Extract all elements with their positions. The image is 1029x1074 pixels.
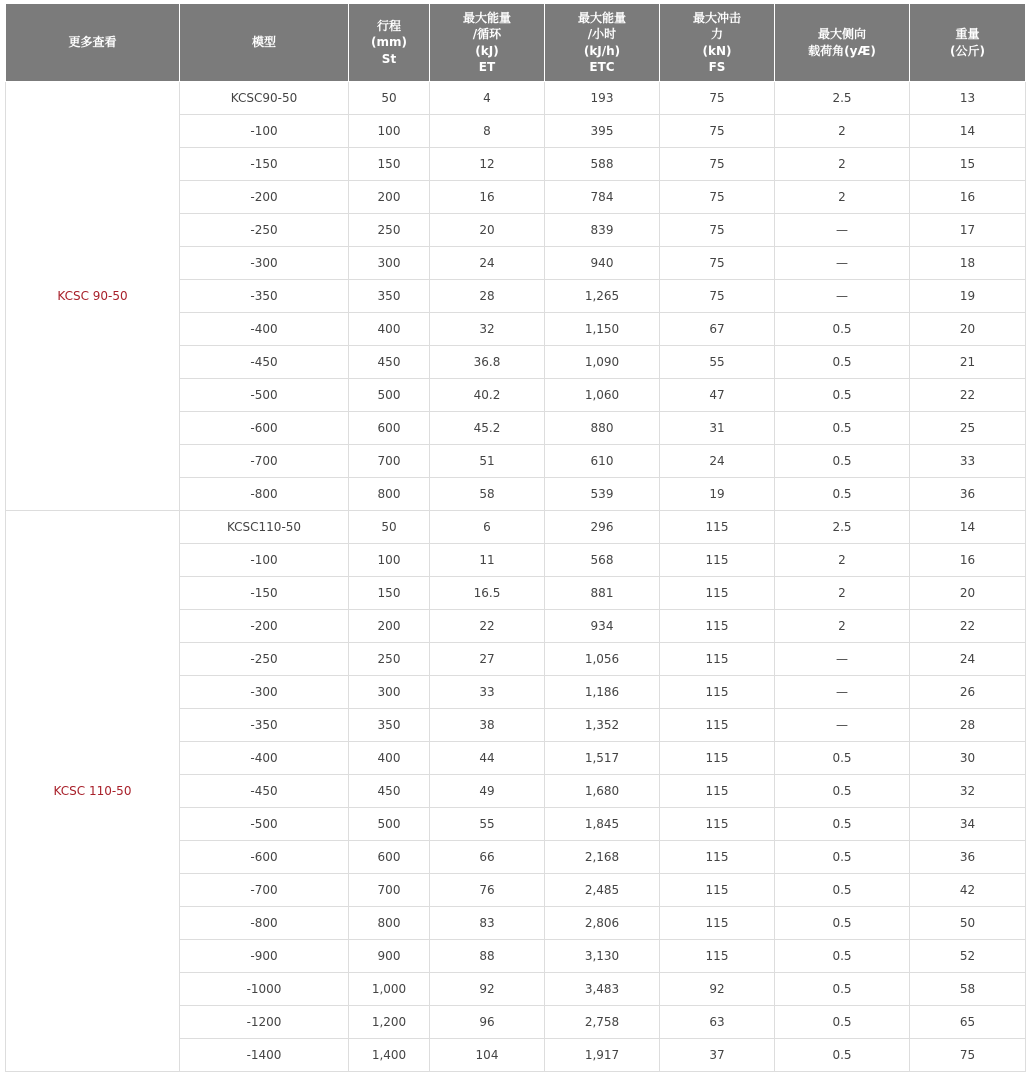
weight-cell: 17 [910, 214, 1026, 247]
weight-cell: 22 [910, 610, 1026, 643]
energy-cycle-cell: 44 [430, 742, 545, 775]
stroke-cell: 350 [349, 280, 430, 313]
energy-hour-cell: 193 [545, 82, 660, 115]
energy-cycle-cell: 20 [430, 214, 545, 247]
side-load-cell: 0.5 [775, 841, 910, 874]
weight-cell: 34 [910, 808, 1026, 841]
model-cell: -100 [180, 544, 349, 577]
header-line: 载荷角(yÆ) [808, 43, 876, 58]
energy-cycle-cell: 51 [430, 445, 545, 478]
energy-cycle-cell: 45.2 [430, 412, 545, 445]
impact-force-cell: 115 [660, 841, 775, 874]
energy-cycle-cell: 27 [430, 643, 545, 676]
side-load-cell: 0.5 [775, 1006, 910, 1039]
side-load-cell: 2 [775, 148, 910, 181]
energy-hour-cell: 1,917 [545, 1039, 660, 1072]
energy-hour-cell: 3,483 [545, 973, 660, 1006]
impact-force-cell: 75 [660, 82, 775, 115]
side-load-cell: 0.5 [775, 874, 910, 907]
energy-cycle-cell: 92 [430, 973, 545, 1006]
energy-cycle-cell: 16.5 [430, 577, 545, 610]
weight-cell: 20 [910, 577, 1026, 610]
weight-cell: 65 [910, 1006, 1026, 1039]
side-load-cell: 0.5 [775, 808, 910, 841]
energy-cycle-cell: 32 [430, 313, 545, 346]
impact-force-cell: 115 [660, 709, 775, 742]
header-line: 最大侧向 [817, 27, 866, 41]
header-line: 模型 [251, 35, 276, 50]
stroke-cell: 300 [349, 676, 430, 709]
side-load-cell: — [775, 247, 910, 280]
side-load-cell: — [775, 709, 910, 742]
energy-hour-cell: 588 [545, 148, 660, 181]
side-load-cell: 0.5 [775, 346, 910, 379]
energy-hour-cell: 2,806 [545, 907, 660, 940]
table-body [6, 82, 1026, 1072]
impact-force-cell: 47 [660, 379, 775, 412]
impact-force-cell: 31 [660, 412, 775, 445]
weight-cell: 14 [910, 115, 1026, 148]
energy-hour-cell: 1,265 [545, 280, 660, 313]
series-link[interactable]: KCSC 110-50 [6, 511, 180, 1072]
energy-cycle-cell: 22 [430, 610, 545, 643]
energy-hour-cell: 839 [545, 214, 660, 247]
impact-force-cell: 19 [660, 478, 775, 511]
energy-cycle-cell: 36.8 [430, 346, 545, 379]
energy-hour-cell: 1,090 [545, 346, 660, 379]
impact-force-cell: 75 [660, 280, 775, 313]
weight-cell: 58 [910, 973, 1026, 1006]
impact-force-cell: 63 [660, 1006, 775, 1039]
model-cell: -250 [180, 643, 349, 676]
stroke-cell: 200 [349, 181, 430, 214]
impact-force-cell: 55 [660, 346, 775, 379]
side-load-cell: 0.5 [775, 973, 910, 1006]
energy-hour-cell: 1,517 [545, 742, 660, 775]
header-line: ET [478, 60, 496, 74]
model-cell: -400 [180, 742, 349, 775]
energy-hour-cell: 940 [545, 247, 660, 280]
weight-cell: 24 [910, 643, 1026, 676]
header-line: (公斤) [950, 43, 985, 58]
impact-force-cell: 115 [660, 544, 775, 577]
stroke-cell: 450 [349, 346, 430, 379]
model-cell: -500 [180, 379, 349, 412]
weight-cell: 32 [910, 775, 1026, 808]
model-cell: -150 [180, 577, 349, 610]
header-line: FS [708, 60, 726, 74]
header-line: 重量 [955, 27, 980, 41]
model-cell: -1000 [180, 973, 349, 1006]
stroke-cell: 1,000 [349, 973, 430, 1006]
energy-cycle-cell: 12 [430, 148, 545, 181]
stroke-cell: 250 [349, 643, 430, 676]
stroke-cell: 100 [349, 115, 430, 148]
header-line: 力 [710, 27, 723, 41]
model-cell: -200 [180, 181, 349, 214]
energy-cycle-cell: 33 [430, 676, 545, 709]
weight-cell: 13 [910, 82, 1026, 115]
energy-cycle-cell: 55 [430, 808, 545, 841]
header-line: (mm) [371, 35, 407, 50]
side-load-cell: 2 [775, 181, 910, 214]
energy-hour-cell: 1,186 [545, 676, 660, 709]
header-stroke [349, 4, 430, 82]
energy-hour-cell: 3,130 [545, 940, 660, 973]
header-model [180, 4, 349, 82]
impact-force-cell: 115 [660, 775, 775, 808]
impact-force-cell: 115 [660, 907, 775, 940]
header-energy-per-cycle [430, 4, 545, 82]
weight-cell: 36 [910, 841, 1026, 874]
energy-hour-cell: 296 [545, 511, 660, 544]
model-cell: -200 [180, 610, 349, 643]
model-cell: -800 [180, 478, 349, 511]
side-load-cell: 0.5 [775, 313, 910, 346]
header-line: 最大能量 [462, 10, 511, 25]
weight-cell: 20 [910, 313, 1026, 346]
stroke-cell: 400 [349, 313, 430, 346]
energy-hour-cell: 1,056 [545, 643, 660, 676]
energy-hour-cell: 2,168 [545, 841, 660, 874]
stroke-cell: 800 [349, 478, 430, 511]
header-line: /循环 [472, 27, 502, 41]
energy-cycle-cell: 40.2 [430, 379, 545, 412]
model-cell: -350 [180, 709, 349, 742]
energy-cycle-cell: 66 [430, 841, 545, 874]
energy-cycle-cell: 8 [430, 115, 545, 148]
energy-hour-cell: 1,150 [545, 313, 660, 346]
side-load-cell: 0.5 [775, 907, 910, 940]
energy-hour-cell: 395 [545, 115, 660, 148]
header-row [6, 4, 1026, 82]
weight-cell: 16 [910, 544, 1026, 577]
weight-cell: 26 [910, 676, 1026, 709]
model-cell: KCSC110-50 [180, 511, 349, 544]
spec-table [5, 3, 1026, 1072]
side-load-cell: 2 [775, 544, 910, 577]
impact-force-cell: 75 [660, 148, 775, 181]
weight-cell: 28 [910, 709, 1026, 742]
header-line: 最大能量 [577, 10, 626, 25]
stroke-cell: 50 [349, 511, 430, 544]
side-load-cell: — [775, 643, 910, 676]
stroke-cell: 300 [349, 247, 430, 280]
table-row [6, 511, 1026, 544]
stroke-cell: 100 [349, 544, 430, 577]
energy-cycle-cell: 104 [430, 1039, 545, 1072]
energy-hour-cell: 784 [545, 181, 660, 214]
series-link[interactable]: KCSC 90-50 [6, 82, 180, 511]
side-load-cell: 0.5 [775, 478, 910, 511]
weight-cell: 52 [910, 940, 1026, 973]
weight-cell: 50 [910, 907, 1026, 940]
side-load-cell: 2 [775, 115, 910, 148]
energy-hour-cell: 1,845 [545, 808, 660, 841]
side-load-cell: 0.5 [775, 412, 910, 445]
energy-cycle-cell: 28 [430, 280, 545, 313]
stroke-cell: 1,200 [349, 1006, 430, 1039]
table-row [6, 82, 1026, 115]
impact-force-cell: 115 [660, 610, 775, 643]
model-cell: -100 [180, 115, 349, 148]
model-cell: -450 [180, 775, 349, 808]
stroke-cell: 50 [349, 82, 430, 115]
impact-force-cell: 115 [660, 643, 775, 676]
impact-force-cell: 115 [660, 676, 775, 709]
impact-force-cell: 37 [660, 1039, 775, 1072]
impact-force-cell: 75 [660, 181, 775, 214]
energy-hour-cell: 880 [545, 412, 660, 445]
model-cell: -150 [180, 148, 349, 181]
weight-cell: 30 [910, 742, 1026, 775]
weight-cell: 21 [910, 346, 1026, 379]
energy-hour-cell: 2,758 [545, 1006, 660, 1039]
energy-cycle-cell: 6 [430, 511, 545, 544]
impact-force-cell: 75 [660, 115, 775, 148]
energy-cycle-cell: 11 [430, 544, 545, 577]
impact-force-cell: 115 [660, 940, 775, 973]
header-weight [910, 4, 1026, 82]
side-load-cell: 0.5 [775, 1039, 910, 1072]
energy-hour-cell: 568 [545, 544, 660, 577]
weight-cell: 16 [910, 181, 1026, 214]
side-load-cell: — [775, 676, 910, 709]
weight-cell: 36 [910, 478, 1026, 511]
side-load-cell: 2.5 [775, 511, 910, 544]
energy-hour-cell: 881 [545, 577, 660, 610]
energy-cycle-cell: 4 [430, 82, 545, 115]
energy-cycle-cell: 38 [430, 709, 545, 742]
header-line: 最大冲击 [692, 10, 741, 25]
stroke-cell: 900 [349, 940, 430, 973]
model-cell: -250 [180, 214, 349, 247]
model-cell: -700 [180, 445, 349, 478]
model-cell: KCSC90-50 [180, 82, 349, 115]
stroke-cell: 700 [349, 874, 430, 907]
energy-cycle-cell: 24 [430, 247, 545, 280]
stroke-cell: 600 [349, 412, 430, 445]
header-line: ETC [589, 60, 615, 74]
header-line: 更多查看 [68, 35, 117, 50]
stroke-cell: 150 [349, 577, 430, 610]
energy-cycle-cell: 83 [430, 907, 545, 940]
header-side-load-angle [775, 4, 910, 82]
header-energy-per-hour [545, 4, 660, 82]
stroke-cell: 350 [349, 709, 430, 742]
side-load-cell: 0.5 [775, 940, 910, 973]
energy-hour-cell: 539 [545, 478, 660, 511]
weight-cell: 42 [910, 874, 1026, 907]
model-cell: -600 [180, 841, 349, 874]
header-series [6, 4, 180, 82]
impact-force-cell: 24 [660, 445, 775, 478]
table-header [6, 4, 1026, 82]
header-line: (kJ/h) [583, 43, 621, 58]
stroke-cell: 400 [349, 742, 430, 775]
model-cell: -300 [180, 247, 349, 280]
model-cell: -600 [180, 412, 349, 445]
energy-hour-cell: 1,680 [545, 775, 660, 808]
header-line: 行程 [376, 18, 401, 33]
impact-force-cell: 92 [660, 973, 775, 1006]
header-impact-force [660, 4, 775, 82]
weight-cell: 15 [910, 148, 1026, 181]
stroke-cell: 600 [349, 841, 430, 874]
side-load-cell: 0.5 [775, 775, 910, 808]
model-cell: -900 [180, 940, 349, 973]
impact-force-cell: 75 [660, 247, 775, 280]
header-line: /小时 [587, 27, 617, 41]
weight-cell: 18 [910, 247, 1026, 280]
side-load-cell: 0.5 [775, 445, 910, 478]
energy-cycle-cell: 76 [430, 874, 545, 907]
side-load-cell: 2.5 [775, 82, 910, 115]
side-load-cell: — [775, 280, 910, 313]
stroke-cell: 250 [349, 214, 430, 247]
model-cell: -450 [180, 346, 349, 379]
energy-cycle-cell: 58 [430, 478, 545, 511]
header-line: (kJ) [475, 43, 499, 58]
model-cell: -800 [180, 907, 349, 940]
energy-hour-cell: 2,485 [545, 874, 660, 907]
stroke-cell: 200 [349, 610, 430, 643]
model-cell: -300 [180, 676, 349, 709]
weight-cell: 19 [910, 280, 1026, 313]
model-cell: -400 [180, 313, 349, 346]
energy-hour-cell: 1,352 [545, 709, 660, 742]
energy-hour-cell: 934 [545, 610, 660, 643]
header-line: St [381, 51, 397, 66]
model-cell: -500 [180, 808, 349, 841]
stroke-cell: 450 [349, 775, 430, 808]
model-cell: -1200 [180, 1006, 349, 1039]
model-cell: -1400 [180, 1039, 349, 1072]
side-load-cell: 0.5 [775, 379, 910, 412]
weight-cell: 33 [910, 445, 1026, 478]
impact-force-cell: 115 [660, 577, 775, 610]
stroke-cell: 800 [349, 907, 430, 940]
impact-force-cell: 67 [660, 313, 775, 346]
stroke-cell: 500 [349, 808, 430, 841]
side-load-cell: 2 [775, 577, 910, 610]
energy-cycle-cell: 96 [430, 1006, 545, 1039]
stroke-cell: 700 [349, 445, 430, 478]
impact-force-cell: 75 [660, 214, 775, 247]
weight-cell: 25 [910, 412, 1026, 445]
model-cell: -350 [180, 280, 349, 313]
energy-hour-cell: 1,060 [545, 379, 660, 412]
impact-force-cell: 115 [660, 874, 775, 907]
side-load-cell: 0.5 [775, 742, 910, 775]
energy-cycle-cell: 49 [430, 775, 545, 808]
impact-force-cell: 115 [660, 742, 775, 775]
side-load-cell: 2 [775, 610, 910, 643]
impact-force-cell: 115 [660, 511, 775, 544]
weight-cell: 75 [910, 1039, 1026, 1072]
energy-cycle-cell: 88 [430, 940, 545, 973]
model-cell: -700 [180, 874, 349, 907]
stroke-cell: 1,400 [349, 1039, 430, 1072]
impact-force-cell: 115 [660, 808, 775, 841]
energy-hour-cell: 610 [545, 445, 660, 478]
energy-cycle-cell: 16 [430, 181, 545, 214]
stroke-cell: 500 [349, 379, 430, 412]
side-load-cell: — [775, 214, 910, 247]
stroke-cell: 150 [349, 148, 430, 181]
header-line: (kN) [702, 43, 732, 58]
weight-cell: 22 [910, 379, 1026, 412]
weight-cell: 14 [910, 511, 1026, 544]
